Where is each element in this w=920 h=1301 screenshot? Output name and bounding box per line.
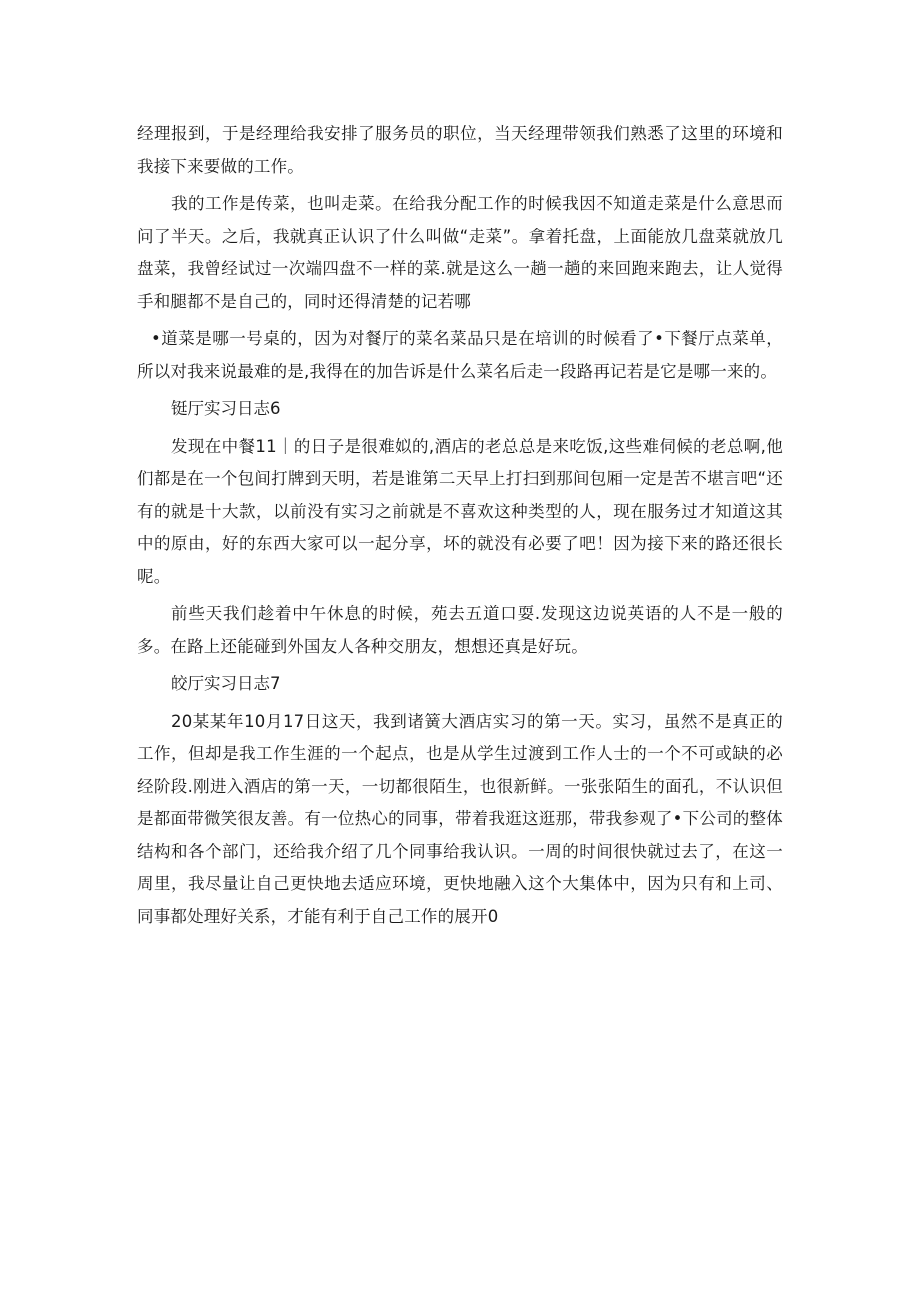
paragraph-3: •道菜是哪一号桌的，因为对餐厅的菜名菜品只是在培训的时候看了•下餐厅点菜单，所以对我来说最难的是,我得在的加告诉是什么菜名后走一段路再记若是它是哪一来的。: [137, 329, 783, 381]
paragraph-1: 经理报到，于是经理给我安排了服务员的职位，当天经理带领我们熟悉了这里的环境和我接下来要做的工作。: [137, 124, 783, 176]
document-body: [137, 118, 783, 938]
paragraph-2: 我的工作是传菜，也叫走菜。在给我分配工作的时候我因不知道走菜是什么意思而问了半天。之后，我就真正认识了什么叫做“走菜”。拿着托盘，上面能放几盘菜就放几盘菜，我曾经试过一次端四盘不一样的菜.就是这么一趟一趟的来回跑来跑去，让人觉得手和腿都不是自己的，同时还得清楚的记若哪: [137, 194, 783, 311]
paragraph-4: 发现在中餐11｜的日子是很难姒的,酒店的老总总是来吃饭,这些难伺候的老总啊,他们都是在一个包间打牌到天明，若是谁第二天早上打扫到那间包厢一定是苦不堪言吧“还有的就是十大款，以前没有实习之前就是不喜欢这种类型的人，现在服务过才知道这其中的原由，好的东西大家可以一起分享，坏的就没有必要了吧！因为接下来的路还很长呢。: [137, 436, 783, 586]
paragraph-6: 20某某年10月17日这天，我到诸簧大酒店实习的第一天。实习，虽然不是真正的工作，但却是我工作生涯的一个起点，也是从学生过渡到工作人士的一个不可或缺的必经阶段.刚进入酒店的第一天，一切都很陌生，也很新鲜。一张张陌生的面孔，不认识但是都面带微笑很友善。有一位热心的同事，带着我逛这逛那，带我参观了•下公司的整体结构和各个部门，还给我介绍了几个同事给我认识。一周的时间很快就过去了，在这一周里，我尽量让自己更快地去适应环境，更快地融入这个大集体中，因为只有和上司、同事都处理好关系，才能有利于自己工作的展开0: [137, 711, 783, 926]
paragraph-5: 前些天我们趁着中午休息的时候，苑去五道口耍.发现这边说英语的人不是一般的多。在路上还能碰到外国友人各种交朋友，想想还真是好玩。: [137, 604, 783, 656]
section-heading-6: 铤厅实习日志6: [171, 399, 281, 418]
section-heading-7: 皎厅实习日志7: [171, 674, 281, 693]
